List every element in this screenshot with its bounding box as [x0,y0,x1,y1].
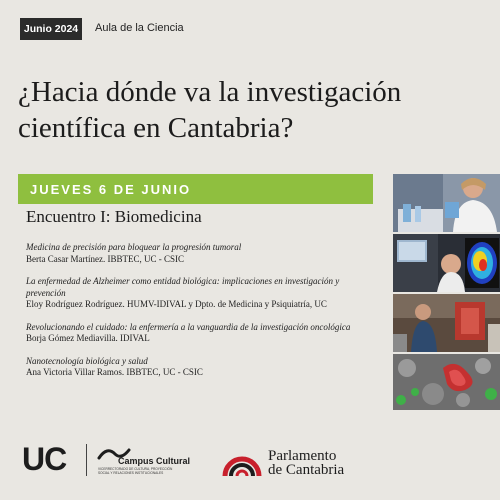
photo-strip [393,174,500,410]
talk-item [26,356,376,379]
talk-speaker: Eloy Rodríguez Rodríguez. HUMV-IDIVAL y Dpto. de Medicina y Psiquiatría, UC [26,299,327,309]
talk-item [26,276,376,311]
uc-logo: UC [22,441,67,477]
talk-item [26,322,376,345]
parliament-name-line1: Parlamento [268,448,337,464]
talk-title: Revolucionando el cuidado: la enfermería a la vanguardia de la investigación oncológica [26,321,351,332]
talk-item [26,242,376,265]
lab-researcher-photo [393,174,500,232]
talk-title: Nanotecnología biológica y salud [26,355,148,366]
nursing-photo [393,294,500,352]
footer-divider [86,444,87,476]
talk-list [26,242,376,390]
section-title: Encuentro I: Biomedicina [26,207,202,226]
talk-speaker: Ana Victoria Villar Ramos. IBBTEC, UC - CSIC [26,367,203,377]
parliament-name-line2: de Cantabria [268,462,345,478]
talk-speaker: Berta Casar Martínez. IBBTEC, UC - CSIC [26,253,184,264]
series-name: Aula de la Ciencia [95,22,184,34]
nanotech-photo [393,354,500,410]
talk-speaker: Borja Gómez Mediavilla. IDIVAL [26,333,150,343]
talk-title: Medicina de precisión para bloquear la progresión tumoral [26,242,242,252]
talk-title: La enfermedad de Alzheimer como entidad biológica: implicaciones en investigación y prevención [26,276,340,298]
date-tag: Junio 2024 [20,18,82,40]
page-title: ¿Hacia dónde va la investigación científica en Cantabria? [18,76,402,144]
parliament-name [268,449,344,477]
campus-cultural-subtitle: VICERRECTORADO DE CULTURA, PROYECCIÓN SOCIAL Y RELACIONES INSTITUCIONALES [98,467,173,475]
event-day: JUEVES 6 DE JUNIO [30,182,192,197]
parliament-emblem-icon [221,444,263,478]
brain-scan-photo [393,234,500,292]
campus-cultural-name: Campus Cultural [118,456,191,466]
